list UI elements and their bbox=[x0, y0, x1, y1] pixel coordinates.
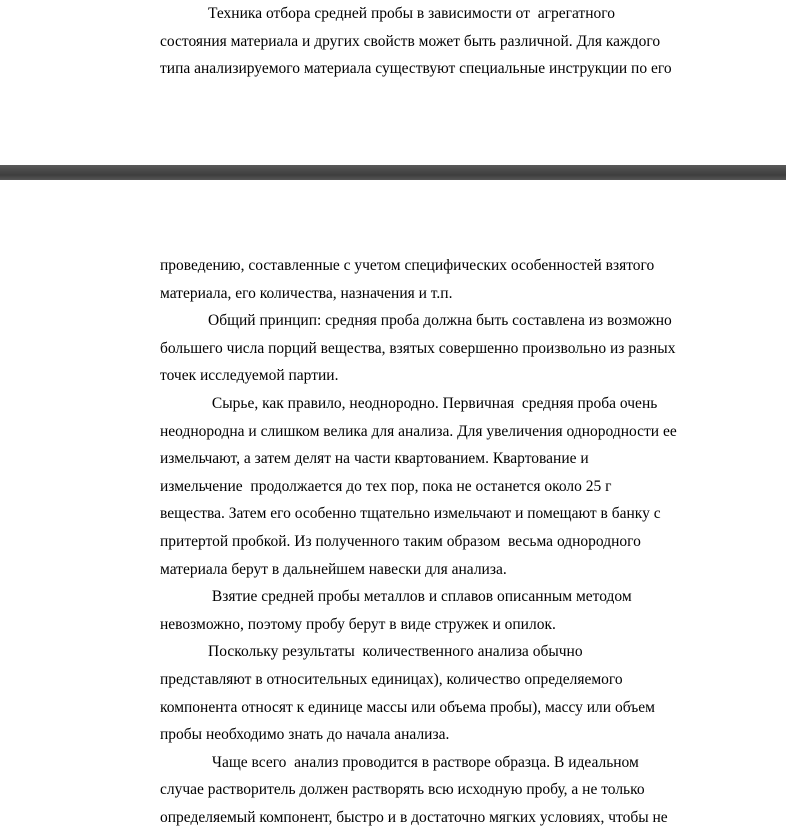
text-line: проведению, составленные с учетом специфических особенностей взятого bbox=[160, 257, 655, 274]
text-line: компонента относят к единице массы или объема пробы), массу или объем bbox=[160, 698, 655, 716]
text-line: измельчают, а затем делят на части квартованием. Квартование и bbox=[160, 450, 589, 468]
text-line: состояния материала и других свойств может быть различной. Для каждого bbox=[160, 32, 661, 50]
paragraph-sampling-technique bbox=[160, 0, 705, 83]
text-line: Техника отбора средней пробы в зависимости от агрегатного bbox=[208, 5, 615, 22]
text-line: материала, его количества, назначения и т.п. bbox=[160, 284, 453, 302]
text-line: точек исследуемой партии. bbox=[160, 367, 339, 385]
text-line: притертой пробкой. Из полученного таким образом весьма однородного bbox=[160, 532, 641, 550]
text-line: Взятие средней пробы металлов и сплавов описанным методом bbox=[208, 588, 632, 606]
document-page-top bbox=[0, 0, 786, 165]
text-line: определяемый компонент, быстро и в достаточно мягких условиях, чтобы не bbox=[160, 808, 668, 826]
text-line: Сырье, как правило, неоднородно. Первичная средняя проба очень bbox=[208, 394, 658, 412]
text-line: измельчение продолжается до тех пор, пока не останется около 25 г bbox=[160, 477, 612, 495]
text-line: пробы необходимо знать до начала анализа. bbox=[160, 726, 450, 744]
text-line: большего числа порций вещества, взятых совершенно произвольно из разных bbox=[160, 339, 676, 357]
text-line: невозможно, поэтому пробу берут в виде стружек и опилок. bbox=[160, 615, 556, 633]
text-line: неоднородна и слишком велика для анализа. Для увеличения однородности ее bbox=[160, 422, 677, 440]
text-line: вещества. Затем его особенно тщательно измельчают и помещают в банку с bbox=[160, 505, 661, 523]
text-line: материала берут в дальнейшем навески для анализа. bbox=[160, 560, 507, 578]
text-line: Поскольку результаты количественного анализа обычно bbox=[208, 643, 583, 661]
document-page-bottom bbox=[0, 180, 786, 834]
document-body bbox=[160, 252, 705, 831]
text-line: представляют в относительных единицах), количество определяемого bbox=[160, 670, 623, 688]
text-line: типа анализируемого материала существуют специальные инструкции по его bbox=[160, 60, 672, 78]
text-line: Общий принцип: средняя проба должна быть составлена из возможно bbox=[208, 312, 672, 330]
text-line: случае растворитель должен растворять всю исходную пробу, а не только bbox=[160, 781, 645, 799]
page-break-separator bbox=[0, 165, 786, 180]
text-line: Чаще всего анализ проводится в растворе образца. В идеальном bbox=[208, 753, 639, 771]
